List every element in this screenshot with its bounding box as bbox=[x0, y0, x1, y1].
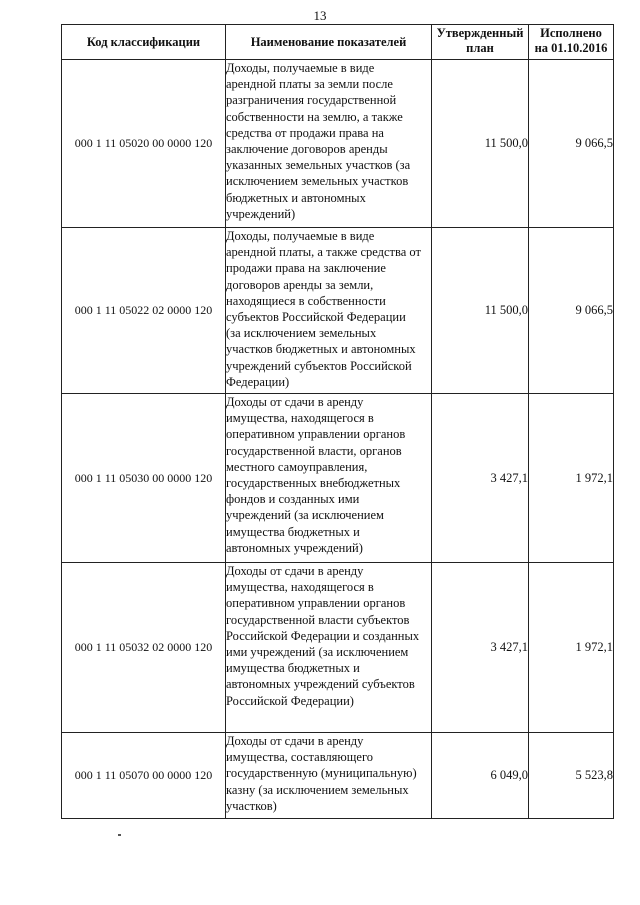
indicator-name bbox=[226, 60, 432, 228]
header-plan-line: план bbox=[466, 41, 494, 55]
approved-plan-value: 3 427,1 bbox=[432, 563, 529, 733]
approved-plan-value: 11 500,0 bbox=[432, 60, 529, 228]
approved-plan-value: 11 500,0 bbox=[432, 228, 529, 394]
indicator-name-line: ими учреждений (за исключением bbox=[226, 645, 409, 660]
header-name: Наименование показателей bbox=[226, 25, 432, 60]
classification-code: 000 1 11 05030 00 0000 120 bbox=[62, 394, 226, 563]
table-row bbox=[62, 60, 614, 228]
indicator-name-line: договоров аренды за земли, bbox=[226, 277, 374, 292]
executed-value: 9 066,5 bbox=[529, 60, 614, 228]
table-body bbox=[62, 60, 614, 819]
indicator-name-line: Доходы от сдачи в аренду bbox=[226, 734, 364, 748]
table-row bbox=[62, 228, 614, 394]
indicator-name-line: бюджетных и автономных bbox=[226, 190, 366, 205]
table-row bbox=[62, 563, 614, 733]
indicator-name-line: государственную (муниципальную) bbox=[226, 766, 417, 781]
revenue-table bbox=[61, 24, 614, 819]
indicator-name-line: (за исключением земельных bbox=[226, 326, 377, 341]
indicator-name-line: учреждений (за исключением bbox=[226, 508, 384, 523]
indicator-name-line: оперативном управлении органов bbox=[226, 427, 406, 442]
indicator-name-line: продажи права на заключение bbox=[226, 261, 386, 276]
classification-code: 000 1 11 05070 00 0000 120 bbox=[62, 733, 226, 819]
indicator-name-line: заключение договоров аренды bbox=[226, 142, 388, 157]
indicator-name-line: местного самоуправления, bbox=[226, 459, 368, 474]
indicator-name bbox=[226, 733, 432, 819]
indicator-name-line: казну (за исключением земельных bbox=[226, 782, 409, 797]
executed-value: 5 523,8 bbox=[529, 733, 614, 819]
indicator-name-line: Федерации) bbox=[226, 374, 290, 389]
indicator-name-line: имущества бюджетных и bbox=[226, 524, 360, 539]
indicator-name-line: средства от продажи права на bbox=[226, 125, 384, 140]
indicator-name-line: Доходы от сдачи в аренду bbox=[226, 395, 364, 409]
indicator-name-line: Доходы, получаемые в виде bbox=[226, 61, 375, 75]
approved-plan-value: 6 049,0 bbox=[432, 733, 529, 819]
indicator-name-line: Российской Федерации) bbox=[226, 693, 354, 708]
indicator-name-line: разграничения государственной bbox=[226, 93, 397, 108]
indicator-name-line: учреждений) bbox=[226, 206, 296, 221]
indicator-name-line: учреждений субъектов Российской bbox=[226, 358, 412, 373]
page-number: 13 bbox=[313, 8, 327, 23]
indicator-name-line: имущества, находящегося в bbox=[226, 580, 374, 595]
indicator-name bbox=[226, 228, 432, 394]
header-code: Код классификации bbox=[62, 25, 226, 60]
classification-code: 000 1 11 05022 02 0000 120 bbox=[62, 228, 226, 394]
indicator-name-line: автономных учреждений) bbox=[226, 540, 363, 555]
scan-speck bbox=[118, 834, 121, 836]
executed-value: 1 972,1 bbox=[529, 394, 614, 563]
indicator-name-line: государственных внебюджетных bbox=[226, 476, 401, 491]
indicator-name-line: оперативном управлении органов bbox=[226, 596, 406, 611]
indicator-name-line: собственности на землю, а также bbox=[226, 109, 403, 124]
indicator-name-line: Доходы, получаемые в виде bbox=[226, 229, 375, 243]
indicator-name-line: имущества, составляющего bbox=[226, 750, 374, 765]
indicator-name-line: исключением земельных участков bbox=[226, 174, 409, 189]
indicator-name-line: участков бюджетных и автономных bbox=[226, 342, 416, 357]
indicator-name-line: указанных земельных участков (за bbox=[226, 158, 411, 173]
indicator-name-line: находящиеся в собственности bbox=[226, 293, 386, 308]
approved-plan-value: 3 427,1 bbox=[432, 394, 529, 563]
indicator-name-line: арендной платы за земли после bbox=[226, 77, 393, 92]
indicator-name-line: Российской Федерации и созданных bbox=[226, 628, 420, 643]
header-done-line: Исполнено bbox=[540, 26, 602, 40]
executed-value: 9 066,5 bbox=[529, 228, 614, 394]
classification-code: 000 1 11 05020 00 0000 120 bbox=[62, 60, 226, 228]
indicator-name-line: субъектов Российской Федерации bbox=[226, 310, 406, 325]
indicator-name-line: участков) bbox=[226, 798, 277, 813]
header-plan-line: Утвержденный bbox=[436, 26, 524, 40]
executed-value: 1 972,1 bbox=[529, 563, 614, 733]
indicator-name-line: имущества, находящегося в bbox=[226, 411, 374, 426]
indicator-name bbox=[226, 394, 432, 563]
indicator-name-line: арендной платы, а также средства от bbox=[226, 245, 421, 260]
indicator-name-line: автономных учреждений субъектов bbox=[226, 677, 415, 692]
indicator-name-line: Доходы от сдачи в аренду bbox=[226, 564, 364, 578]
header-plan bbox=[432, 25, 529, 60]
header-done-line: на 01.10.2016 bbox=[534, 41, 608, 55]
classification-code: 000 1 11 05032 02 0000 120 bbox=[62, 563, 226, 733]
table-row bbox=[62, 394, 614, 563]
indicator-name-line: государственной власти субъектов bbox=[226, 612, 410, 627]
table-row bbox=[62, 733, 614, 819]
table-header-row bbox=[62, 25, 614, 60]
header-done bbox=[529, 25, 614, 60]
indicator-name-line: фондов и созданных ими bbox=[226, 492, 360, 507]
indicator-name-line: имущества бюджетных и bbox=[226, 661, 360, 676]
indicator-name bbox=[226, 563, 432, 733]
indicator-name-line: государственной власти, органов bbox=[226, 443, 402, 458]
